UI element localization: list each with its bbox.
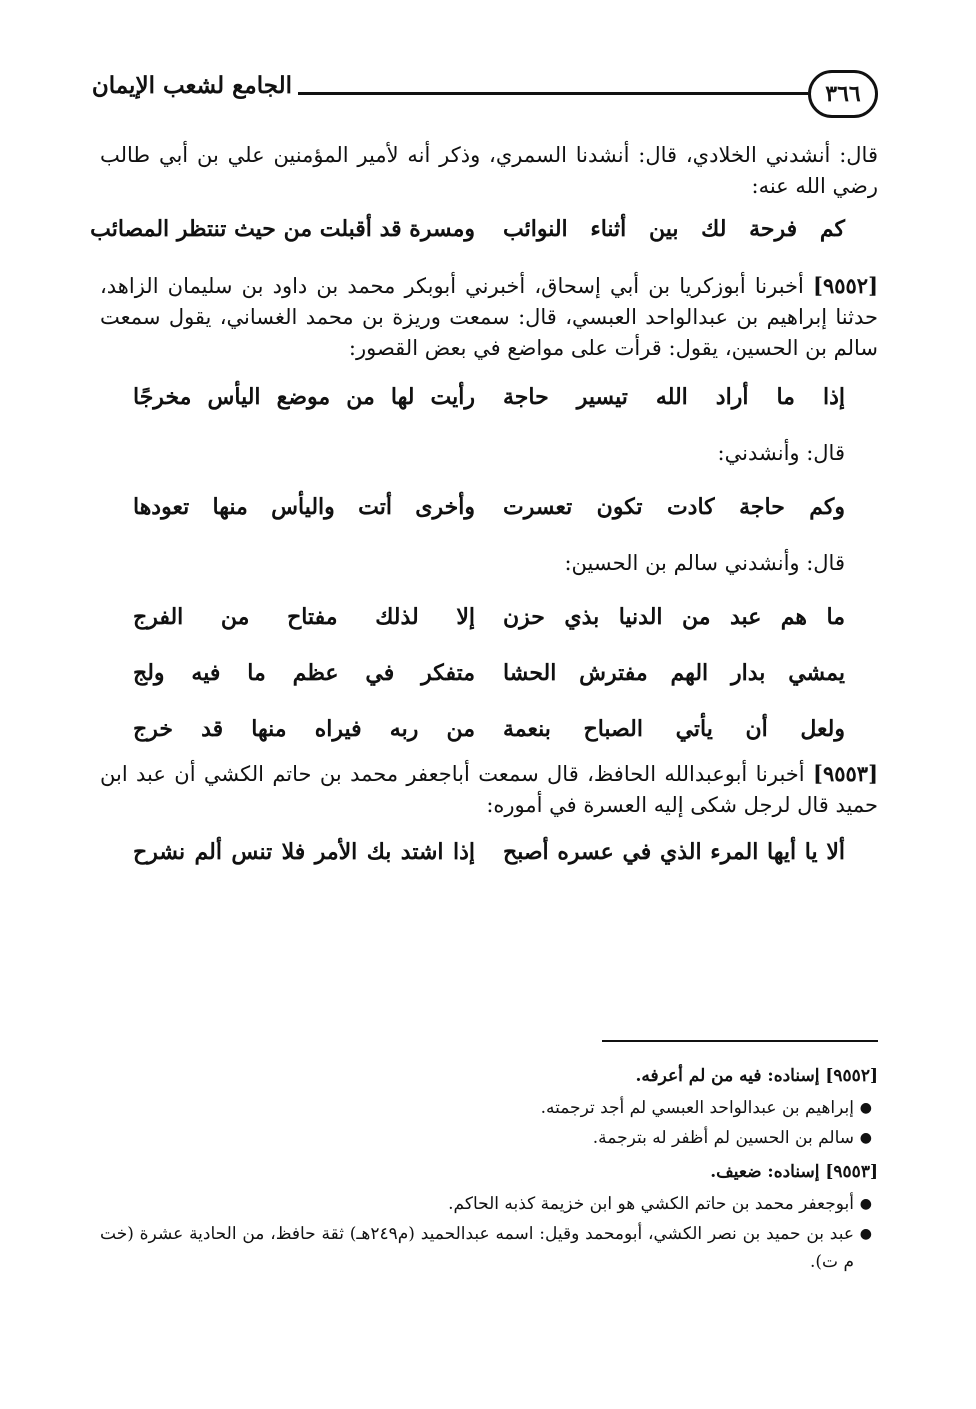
verse-line [100, 837, 878, 867]
footnote-item [100, 1190, 878, 1218]
verse-second-hemistich: إلا لذلك مفتاح من الفرج [133, 604, 475, 630]
footnote-item [100, 1124, 878, 1152]
narration-line: قال: وأنشدني: [717, 441, 845, 465]
verse-first-hemistich: يمشي بدار الهم مفترش الحشا [503, 660, 845, 686]
footnote-text: عبد بن حميد بن نصر الكشي، أبومحمد وقيل: اسمه عبدالحميد (م٢٤٩هـ) ثقة حافظ، من الحادية عشرة (خت م ت). [100, 1224, 855, 1272]
verse-second-hemistich: رأيت لها من موضع اليأس مخرجًا [133, 384, 475, 410]
hadith-9552 [100, 270, 878, 364]
page-header [91, 70, 878, 122]
verse-first-hemistich: وكم حاجة كادت تكون تعسرت [503, 494, 845, 520]
verse-first-hemistich: ولعل أن يأتي الصباح بنعمة [503, 716, 845, 742]
main-text [90, 140, 878, 893]
bullet-icon: ● [859, 1100, 872, 1116]
footnote-separator [602, 1040, 878, 1042]
footnote-heading: [٩٥٥٢] إسناده: فيه من لم أعرفه. [635, 1066, 878, 1086]
verse-line [100, 658, 878, 688]
verse-first-hemistich: كم فرحة لك بين أثناء النوائب [503, 216, 845, 242]
footnote-text: أبوجعفر محمد بن حاتم الكشي هو ابن خزيمة كذبه الحاكم. [448, 1194, 854, 1214]
hadith-number: [٩٥٥٢] [813, 273, 878, 298]
footnote-item [100, 1094, 878, 1122]
footnote-text: سالم بن الحسين لم أظفر له بترجمة. [592, 1128, 854, 1148]
verse-second-hemistich: متفكر في عظم ما فيه ولج [133, 660, 475, 686]
hadith-number: [٩٥٥٣] [813, 761, 878, 786]
footnote-item [100, 1220, 878, 1276]
verse-line [100, 492, 878, 522]
page-number: ٣٦٦ [808, 70, 878, 118]
verse-line [100, 382, 878, 412]
hadith-9553 [100, 758, 878, 821]
verse-first-hemistich: ما هم عبد من الدنيا بذي حزن [503, 604, 845, 630]
bullet-icon: ● [859, 1130, 872, 1146]
verse-second-hemistich: من ربه فيراه منها قد خرج [133, 716, 475, 742]
verse-line [90, 214, 878, 244]
verse-second-hemistich: ومسرة قد أقبلت من حيث تنتظر المصائب [90, 216, 475, 242]
book-title: الجامع لشعب الإيمان [91, 72, 292, 99]
narration-line: قال: وأنشدني سالم بن الحسين: [564, 551, 845, 575]
footnote-text: إبراهيم بن عبدالواحد العبسي لم أجد ترجمته. [540, 1098, 854, 1118]
verse-line [100, 602, 878, 632]
verse-first-hemistich: ألا يا أيها المرء الذي في عسره أصبح [503, 839, 845, 865]
hadith-text: أخبرنا أبوزكريا بن أبي إسحاق، أخبرني أبوبكر محمد بن داود بن سليمان الزاهد، حدثنا إبراهيم بن عبدالواحد العبسي، قال: سمعت وريزة بن محمد الغساني، يقول سمعت سالم بن الحسين، يقول: قرأت على مواضع في بعض القصور: [100, 274, 878, 360]
footnotes [100, 1062, 878, 1278]
verse-first-hemistich: إذا ما أراد الله تيسير حاجة [503, 384, 845, 410]
verse-line [100, 714, 878, 744]
paragraph-intro: قال: أنشدني الخلادي، قال: أنشدنا السمري، وذكر أنه لأمير المؤمنين علي بن أبي طالب رضي الله عنه: [100, 143, 878, 198]
hadith-text: أخبرنا أبوعبدالله الحافظ، قال سمعت أباجعفر محمد بن حاتم الكشي أن عبد ابن حميد قال لرجل شكى إليه العسرة في أموره: [100, 762, 878, 817]
footnote-heading: [٩٥٥٣] إسناده: ضعيف. [710, 1162, 878, 1182]
header-rule [298, 92, 808, 95]
bullet-icon: ● [859, 1196, 872, 1212]
bullet-icon: ● [859, 1226, 872, 1242]
verse-second-hemistich: إذا اشتد بك الأمر فلا تنس ألم نشرح [133, 839, 475, 865]
verse-second-hemistich: وأخرى أتت واليأس منها تعودها [133, 494, 475, 520]
